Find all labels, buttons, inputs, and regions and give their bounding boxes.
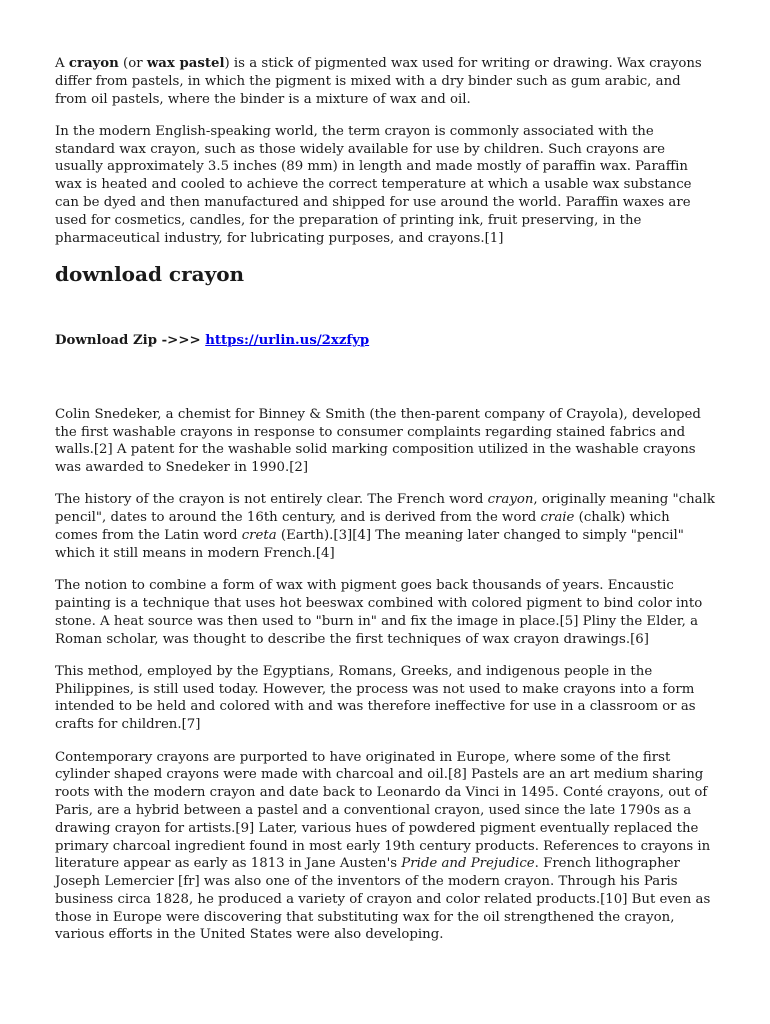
text-run: (or (118, 56, 147, 71)
body-paragraph-contemporary (55, 749, 715, 945)
text-run: . French lithographer Joseph Lemercier [fr] was also one of the inventors of the modern crayon. Through his Paris business circa 1828, he produced a variety of crayon and color related products.[10] But even as those in Europe were discovering that substituting wax for the oil strengthened the crayon, various efforts in the United States were also developing. (55, 856, 711, 943)
term-wax-pastel: wax pastel (146, 56, 225, 71)
text-run: A (55, 56, 69, 71)
section-heading: download crayon (55, 261, 245, 286)
text-run: ) is a stick of pigmented wax used for writing or drawing. Wax crayons differ from pastels, in which the pigment is mixed with a dry binder such as gum arabic, and from oil pastels, where the binder is a mixture of wax and oil. (55, 56, 702, 107)
term-craie: craie (540, 510, 575, 526)
body-paragraph-snedeker: Colin Snedeker, a chemist for Binney & Smith (the then-parent company of Crayola), developed the first washable crayons in response to consumer complaints regarding stained fabrics and walls.[2] A patent for the washable solid marking composition utilized in the washable crayons was awarded to Snedeker in 1990.[2] (55, 406, 701, 476)
intro-paragraph-1 (55, 55, 715, 108)
book-title: Pride and Prejudice (401, 856, 535, 872)
download-link[interactable]: https://urlin.us/2xzfyp (205, 332, 370, 348)
body-paragraph-history (55, 491, 715, 562)
download-label: Download Zip ->>> (55, 332, 206, 348)
text-run: (Earth).[3][4] The meaning later changed to simply "pencil" which it still means in modern French.[4] (55, 528, 684, 561)
text-run: , originally meaning "chalk pencil", dates to around the 16th century, and is derived from the word (55, 492, 715, 526)
intro-paragraph-2: In the modern English-speaking world, the term crayon is commonly associated with the standard wax crayon, such as those widely available for use by children. Such crayons are usually approximately 3.5 inches (89 mm) in length and made mostly of paraffin wax. Paraffin wax is heated and cooled to achieve the correct temperature at which a usable wax substance can be dyed and then manufactured and shipped for use around the world. Paraffin waxes are used for cosmetics, candles, for the preparation of printing ink, fruit preserving, in the pharmaceutical industry, for lubricating purposes, and crayons.[1] (55, 123, 692, 246)
text-run: Contemporary crayons are purported to have originated in Europe, where some of the first cylinder shaped crayons were made with charcoal and oil.[8] Pastels are an art medium sharing roots with the modern crayon and date back to Leonardo da Vinci in 1495. Conté crayons, out of Paris, are a hybrid between a pastel and a conventional crayon, used since the late 1790s as a drawing crayon for artists.[9] Later, various hues of powdered pigment eventually replaced the primary charcoal ingredient found in most early 19th century products. References to crayons in literature appear as early as 1813 in Jane Austen's (55, 749, 711, 872)
spacer (55, 350, 715, 406)
term-crayon: crayon (68, 56, 119, 71)
document-page (55, 55, 715, 959)
term-creta: creta (241, 528, 277, 544)
text-run: The history of the crayon is not entirely clear. The French word (55, 492, 488, 508)
body-paragraph-method: This method, employed by the Egyptians, Romans, Greeks, and indigenous people in the Philippines, is still used today. However, the process was not used to make crayons into a form intended to be held and colored with and was therefore ineffective for use in a classroom or as crafts for children.[7] (55, 663, 696, 733)
body-paragraph-encaustic: The notion to combine a form of wax with pigment goes back thousands of years. Encaustic painting is a technique that uses hot beeswax combined with colored pigment to bind color into stone. A heat source was then used to "burn in" and fix the image in place.[5] Pliny the Elder, a Roman scholar, was thought to describe the first techniques of wax crayon drawings.[6] (55, 578, 703, 647)
term-crayon-italic: crayon (487, 492, 534, 508)
text-run: (chalk) which comes from the Latin word (55, 510, 670, 544)
download-line (55, 332, 715, 350)
